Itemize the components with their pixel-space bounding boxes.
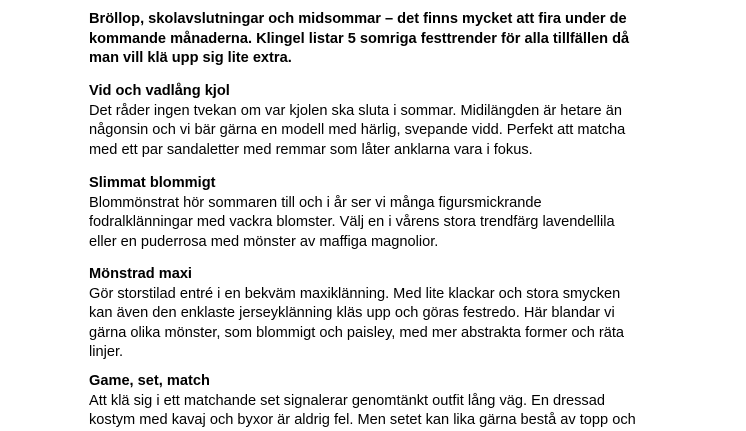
section-vid-och-vadlang-kjol <box>89 82 689 160</box>
body-line: fodralklänningar med vackra blomster. Välj en i vårens stora trendfärg lavendellila <box>89 214 615 230</box>
section-heading: Vid och vadlång kjol <box>89 83 230 99</box>
body-line: Blommönstrat hör sommaren till och i år ser vi många figursmickrande <box>89 194 542 211</box>
body-line: Att klä sig i ett matchande set signalerar genomtänkt outfit lång väg. En dressad <box>89 392 605 409</box>
section-heading: Mönstrad maxi <box>89 266 192 282</box>
section-slimmat-blommigt <box>89 174 689 252</box>
section-monstrad-maxi <box>89 265 689 363</box>
section-heading: Game, set, match <box>89 373 210 389</box>
body-line: kostym med kavaj och byxor är aldrig fel. Men setet kan lika gärna bestå av topp och <box>89 412 636 428</box>
body-line: gärna olika mönster, som blommigt och paisley, med mer abstrakta former och räta <box>89 324 625 341</box>
body-line: kan även den enklaste jerseyklänning kläs upp och göras festredo. Här blandar vi <box>89 305 615 321</box>
body-line: någonsin och vi bär gärna en modell med härlig, svepande vidd. Perfekt att matcha <box>89 122 626 138</box>
section-game-set-match <box>89 372 689 431</box>
intro-line: kommande månaderna. Klingel listar 5 somriga festtrender för alla tillfällen då <box>89 30 630 47</box>
body-line: eller en puderrosa med mönster av maffiga magnolior. <box>89 233 439 250</box>
intro-paragraph <box>89 10 689 69</box>
body-line: linjer. <box>89 344 124 360</box>
body-line: med ett par sandaletter med remmar som låter anklarna vara i fokus. <box>89 141 533 158</box>
body-line: Gör storstilad entré i en bekväm maxiklänning. Med lite klackar och stora smycken <box>89 285 621 302</box>
intro-line: man vill klä upp sig lite extra. <box>89 50 292 66</box>
body-line: Det råder ingen tvekan om var kjolen ska sluta i sommar. Midilängden är hetare än <box>89 102 622 119</box>
section-heading: Slimmat blommigt <box>89 175 216 191</box>
intro-line: Bröllop, skolavslutningar och midsommar – det finns mycket att fira under de <box>89 11 627 27</box>
